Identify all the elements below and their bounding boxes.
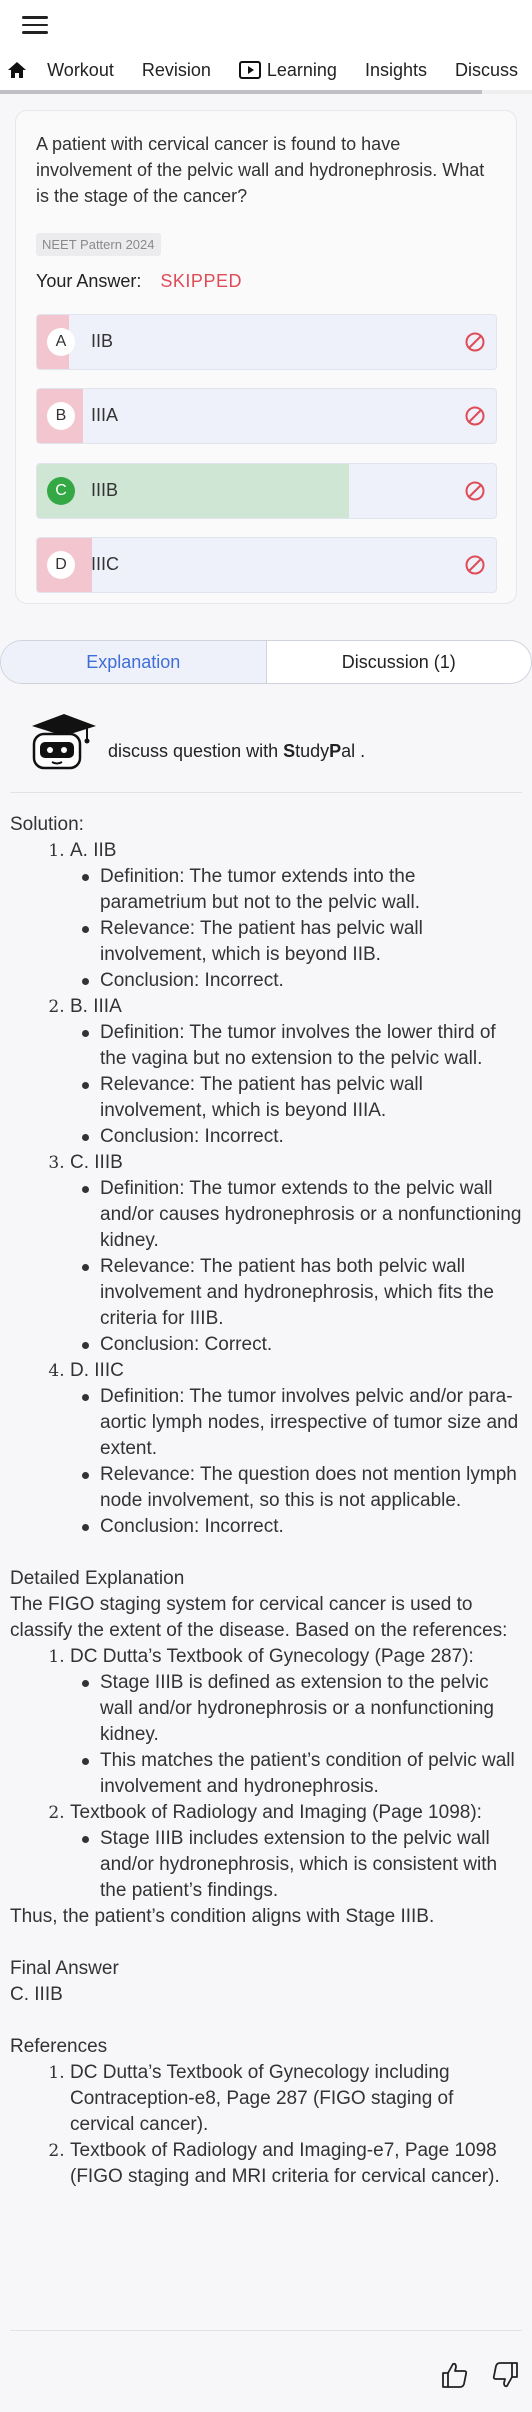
option-a[interactable]: [36, 314, 497, 370]
tab-discuss[interactable]: [441, 60, 532, 81]
solution-item-head: C. IIIB: [70, 1152, 123, 1173]
solution-item-head: A. IIB: [70, 840, 117, 861]
option-label: IIIB: [91, 480, 119, 500]
tab-learning[interactable]: [225, 60, 351, 81]
tab-explanation[interactable]: Explanation: [1, 641, 267, 683]
detailed-item: [70, 1800, 522, 1904]
solution-item: [70, 1358, 522, 1540]
solution-point: Conclusion: Correct.: [82, 1332, 522, 1358]
divider: [10, 2330, 522, 2331]
studypal-mascot-icon: [26, 710, 98, 770]
solution-item: [70, 1150, 522, 1358]
your-answer-status: SKIPPED: [160, 271, 242, 291]
solution-item: [70, 994, 522, 1150]
ban-icon: [464, 554, 486, 576]
detailed-point: This matches the patient’s condition of pelvic wall involvement and hydronephrosis.: [82, 1748, 522, 1800]
question-card: [15, 110, 517, 604]
option-letter: B: [47, 402, 75, 430]
option-letter: A: [47, 328, 75, 356]
tab-learning-label: Learning: [266, 59, 337, 80]
final-title: Final Answer: [10, 1958, 119, 1979]
detailed-point: Stage IIIB includes extension to the pelvic wall and/or hydronephrosis, which is consistent with the patient’s findings.: [82, 1826, 522, 1904]
home-icon[interactable]: [0, 60, 33, 80]
detailed-title: Detailed Explanation: [10, 1568, 185, 1589]
detailed-intro: The FIGO staging system for cervical cancer is used to classify the extent of the disease. Based on the references:: [10, 1594, 508, 1641]
divider: [10, 792, 522, 793]
tab-workout[interactable]: [33, 60, 128, 81]
solution-title: Solution:: [10, 814, 84, 835]
solution-item-head: D. IIIC: [70, 1360, 124, 1381]
studypal-prefix: discuss question with: [108, 741, 284, 761]
solution-point: Conclusion: Incorrect.: [82, 968, 522, 994]
feedback-buttons: [440, 2360, 520, 2390]
option-c-percent-bar: [37, 464, 349, 518]
ban-icon: [464, 331, 486, 353]
solution-point: Conclusion: Incorrect.: [82, 1124, 522, 1150]
solution-point: Relevance: The patient has both pelvic wall involvement and hydronephrosis, which fits the criteria for IIIB.: [82, 1254, 522, 1332]
solution-point: Definition: The tumor extends to the pelvic wall and/or causes hydronephrosis or a nonfunctioning kidney.: [82, 1176, 522, 1254]
detailed-point: Stage IIIB is defined as extension to the pelvic wall and/or hydronephrosis or a nonfunctioning kidney.: [82, 1670, 522, 1748]
top-bar: [0, 0, 532, 50]
solution-point: Definition: The tumor involves pelvic and/or para-aortic lymph nodes, irrespective of tumor size and extent.: [82, 1384, 522, 1462]
option-b[interactable]: [36, 388, 497, 444]
option-letter: C: [47, 477, 75, 505]
menu-icon[interactable]: [22, 16, 48, 36]
your-answer-label: Your Answer:: [36, 271, 142, 291]
tab-insights[interactable]: [351, 60, 441, 81]
reference-item: 1. DC Dutta’s Textbook of Gynecology including Contraception-e8, Page 287 (FIGO staging of cervical cancer).: [70, 2060, 522, 2138]
detailed-list: [10, 1644, 522, 1904]
solution-point: Relevance: The patient has pelvic wall involvement, which is beyond IIB.: [82, 916, 522, 968]
solution-point: Relevance: The question does not mention lymph node involvement, so this is not applicable.: [82, 1462, 522, 1514]
studypal-prompt[interactable]: [26, 710, 506, 770]
references-list: [10, 2060, 522, 2190]
studypal-al: al .: [341, 741, 366, 761]
final-answer: C. IIIB: [10, 1984, 63, 2005]
tab-insights-label: Insights: [364, 59, 427, 80]
tab-discussion[interactable]: Discussion (1): [341, 651, 456, 672]
solution-item-head: B. IIIA: [70, 996, 122, 1017]
detailed-item-head: DC Dutta’s Textbook of Gynecology (Page 287):: [70, 1646, 474, 1667]
solution-point: Relevance: The patient has pelvic wall involvement, which is beyond IIIA.: [82, 1072, 522, 1124]
studypal-tudy: tudy: [295, 741, 330, 761]
option-label: IIIC: [91, 554, 120, 574]
exam-tag: NEET Pattern 2024: [36, 233, 161, 256]
explanation-content: [10, 812, 522, 2190]
ban-icon: [464, 405, 486, 427]
detailed-conclusion: Thus, the patient’s condition aligns with Stage IIIB.: [10, 1906, 435, 1927]
solution-item: [70, 838, 522, 994]
detailed-item: [70, 1644, 522, 1800]
option-d[interactable]: [36, 537, 497, 593]
tab-revision[interactable]: [128, 60, 225, 81]
tab-discuss-label: Discuss: [454, 59, 518, 80]
tab-workout-label: Workout: [47, 59, 114, 80]
studypal-text: [108, 741, 365, 762]
question-text: A patient with cervical cancer is found to have involvement of the pelvic wall and hydronephrosis. What is the stage of the cancer?: [36, 134, 485, 206]
nav-scroll-indicator[interactable]: [0, 90, 482, 94]
play-icon: [239, 61, 261, 79]
explanation-discussion-tabs: [0, 640, 532, 684]
nav-tabs: [0, 50, 532, 90]
solution-point: Definition: The tumor involves the lower third of the vagina but no extension to the pelvic wall.: [82, 1020, 522, 1072]
option-letter: D: [47, 551, 75, 579]
reference-item: 2. Textbook of Radiology and Imaging-e7, Page 1098 (FIGO staging and MRI criteria for cervical cancer).: [70, 2138, 522, 2190]
your-answer: [36, 271, 242, 292]
solution-point: Conclusion: Incorrect.: [82, 1514, 522, 1540]
option-c[interactable]: [36, 463, 497, 519]
studypal-s: S: [283, 741, 296, 761]
tab-revision-label: Revision: [141, 59, 211, 80]
detailed-item-head: Textbook of Radiology and Imaging (Page 1098):: [70, 1802, 482, 1823]
option-label: IIIA: [91, 405, 119, 425]
option-label: IIB: [91, 331, 114, 351]
thumbs-up-icon[interactable]: [440, 2360, 470, 2390]
thumbs-down-icon[interactable]: [490, 2360, 520, 2390]
solution-list: [10, 838, 522, 1540]
studypal-p: P: [329, 741, 342, 761]
solution-point: Definition: The tumor extends into the parametrium but not to the pelvic wall.: [82, 864, 522, 916]
ban-icon: [464, 480, 486, 502]
references-title: References: [10, 2036, 108, 2057]
